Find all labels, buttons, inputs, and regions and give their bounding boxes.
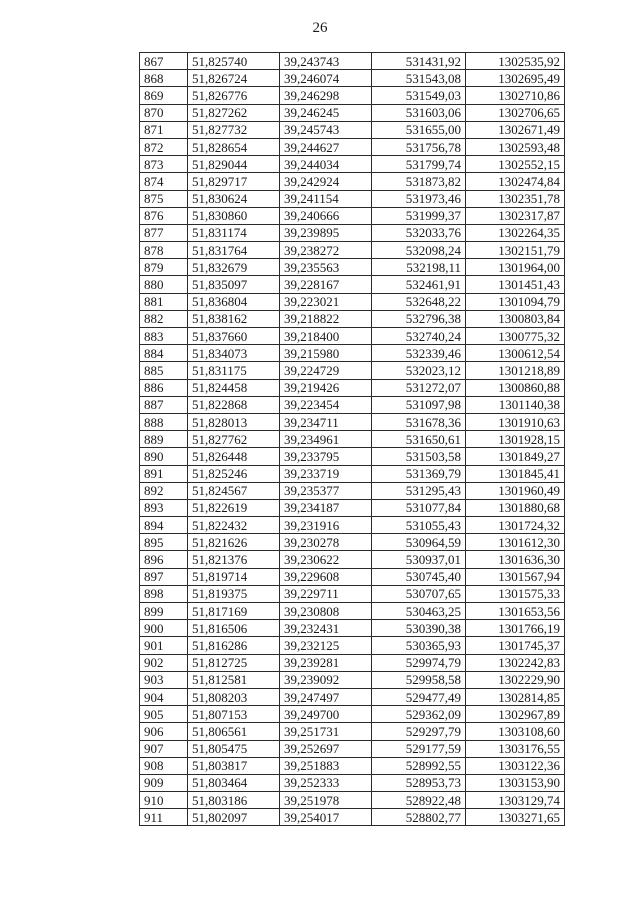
table-row — [140, 568, 565, 585]
y-coordinate-cell: 1302695,49 — [466, 70, 565, 87]
y-coordinate-cell: 1301766,19 — [466, 620, 565, 637]
x-coordinate-cell: 530463,25 — [372, 603, 466, 620]
latitude-cell: 51,836804 — [188, 293, 280, 310]
longitude-cell: 39,239895 — [280, 224, 372, 241]
latitude-cell: 51,822619 — [188, 499, 280, 516]
x-coordinate-cell: 529974,79 — [372, 654, 466, 671]
x-coordinate-cell: 532023,12 — [372, 362, 466, 379]
y-coordinate-cell: 1300860,88 — [466, 379, 565, 396]
longitude-cell: 39,233719 — [280, 465, 372, 482]
point-number-cell: 882 — [140, 310, 188, 327]
point-number-cell: 892 — [140, 482, 188, 499]
latitude-cell: 51,824458 — [188, 379, 280, 396]
point-number-cell: 901 — [140, 637, 188, 654]
point-number-cell: 883 — [140, 328, 188, 345]
x-coordinate-cell: 528802,77 — [372, 809, 466, 826]
y-coordinate-cell: 1302264,35 — [466, 224, 565, 241]
table-row — [140, 431, 565, 448]
longitude-cell: 39,241154 — [280, 190, 372, 207]
y-coordinate-cell: 1302317,87 — [466, 207, 565, 224]
table-row — [140, 671, 565, 688]
point-number-cell: 877 — [140, 224, 188, 241]
latitude-cell: 51,830624 — [188, 190, 280, 207]
point-number-cell: 870 — [140, 104, 188, 121]
y-coordinate-cell: 1301094,79 — [466, 293, 565, 310]
point-number-cell: 885 — [140, 362, 188, 379]
point-number-cell: 906 — [140, 723, 188, 740]
longitude-cell: 39,239092 — [280, 671, 372, 688]
table-row — [140, 723, 565, 740]
point-number-cell: 898 — [140, 585, 188, 602]
table-row — [140, 310, 565, 327]
longitude-cell: 39,229608 — [280, 568, 372, 585]
longitude-cell: 39,233795 — [280, 448, 372, 465]
point-number-cell: 896 — [140, 551, 188, 568]
x-coordinate-cell: 529297,79 — [372, 723, 466, 740]
table-row — [140, 413, 565, 430]
longitude-cell: 39,243743 — [280, 53, 372, 70]
y-coordinate-cell: 1302593,48 — [466, 138, 565, 155]
x-coordinate-cell: 531503,58 — [372, 448, 466, 465]
longitude-cell: 39,215980 — [280, 345, 372, 362]
x-coordinate-cell: 531077,84 — [372, 499, 466, 516]
point-number-cell: 876 — [140, 207, 188, 224]
x-coordinate-cell: 531799,74 — [372, 156, 466, 173]
latitude-cell: 51,831764 — [188, 242, 280, 259]
x-coordinate-cell: 531650,61 — [372, 431, 466, 448]
longitude-cell: 39,230622 — [280, 551, 372, 568]
latitude-cell: 51,837660 — [188, 328, 280, 345]
longitude-cell: 39,251731 — [280, 723, 372, 740]
table-row — [140, 637, 565, 654]
x-coordinate-cell: 531369,79 — [372, 465, 466, 482]
table-row — [140, 345, 565, 362]
point-number-cell: 894 — [140, 517, 188, 534]
x-coordinate-cell: 531295,43 — [372, 482, 466, 499]
table-row — [140, 551, 565, 568]
table-row — [140, 328, 565, 345]
table-row — [140, 465, 565, 482]
table-row — [140, 173, 565, 190]
x-coordinate-cell: 529477,49 — [372, 688, 466, 705]
longitude-cell: 39,245743 — [280, 121, 372, 138]
x-coordinate-cell: 532740,24 — [372, 328, 466, 345]
y-coordinate-cell: 1301880,68 — [466, 499, 565, 516]
latitude-cell: 51,827262 — [188, 104, 280, 121]
longitude-cell: 39,234961 — [280, 431, 372, 448]
table-row — [140, 534, 565, 551]
table-row — [140, 121, 565, 138]
x-coordinate-cell: 531549,03 — [372, 87, 466, 104]
table-row — [140, 70, 565, 87]
longitude-cell: 39,234187 — [280, 499, 372, 516]
x-coordinate-cell: 531678,36 — [372, 413, 466, 430]
latitude-cell: 51,816286 — [188, 637, 280, 654]
table-row — [140, 482, 565, 499]
longitude-cell: 39,223454 — [280, 396, 372, 413]
x-coordinate-cell: 530745,40 — [372, 568, 466, 585]
y-coordinate-cell: 1303271,65 — [466, 809, 565, 826]
table-row — [140, 138, 565, 155]
y-coordinate-cell: 1301451,43 — [466, 276, 565, 293]
table-row — [140, 87, 565, 104]
longitude-cell: 39,230808 — [280, 603, 372, 620]
table-row — [140, 293, 565, 310]
latitude-cell: 51,831175 — [188, 362, 280, 379]
x-coordinate-cell: 532198,11 — [372, 259, 466, 276]
longitude-cell: 39,244034 — [280, 156, 372, 173]
longitude-cell: 39,219426 — [280, 379, 372, 396]
latitude-cell: 51,826724 — [188, 70, 280, 87]
y-coordinate-cell: 1302351,78 — [466, 190, 565, 207]
point-number-cell: 902 — [140, 654, 188, 671]
latitude-cell: 51,828654 — [188, 138, 280, 155]
point-number-cell: 911 — [140, 809, 188, 826]
latitude-cell: 51,835097 — [188, 276, 280, 293]
x-coordinate-cell: 532339,46 — [372, 345, 466, 362]
x-coordinate-cell: 531097,98 — [372, 396, 466, 413]
longitude-cell: 39,246245 — [280, 104, 372, 121]
longitude-cell: 39,252333 — [280, 774, 372, 791]
latitude-cell: 51,802097 — [188, 809, 280, 826]
latitude-cell: 51,819375 — [188, 585, 280, 602]
y-coordinate-cell: 1302474,84 — [466, 173, 565, 190]
x-coordinate-cell: 530390,38 — [372, 620, 466, 637]
table-row — [140, 242, 565, 259]
page-number: 26 — [312, 20, 328, 36]
table-row — [140, 774, 565, 791]
latitude-cell: 51,821626 — [188, 534, 280, 551]
latitude-cell: 51,812725 — [188, 654, 280, 671]
latitude-cell: 51,803464 — [188, 774, 280, 791]
x-coordinate-cell: 529177,59 — [372, 740, 466, 757]
table-row — [140, 224, 565, 241]
y-coordinate-cell: 1301653,56 — [466, 603, 565, 620]
x-coordinate-cell: 531603,06 — [372, 104, 466, 121]
longitude-cell: 39,232431 — [280, 620, 372, 637]
point-number-cell: 908 — [140, 757, 188, 774]
longitude-cell: 39,235377 — [280, 482, 372, 499]
longitude-cell: 39,251883 — [280, 757, 372, 774]
table-row — [140, 53, 565, 70]
point-number-cell: 875 — [140, 190, 188, 207]
y-coordinate-cell: 1301964,00 — [466, 259, 565, 276]
y-coordinate-cell: 1303108,60 — [466, 723, 565, 740]
y-coordinate-cell: 1302710,86 — [466, 87, 565, 104]
x-coordinate-cell: 528992,55 — [372, 757, 466, 774]
x-coordinate-cell: 532098,24 — [372, 242, 466, 259]
latitude-cell: 51,829717 — [188, 173, 280, 190]
y-coordinate-cell: 1301910,63 — [466, 413, 565, 430]
y-coordinate-cell: 1302151,79 — [466, 242, 565, 259]
y-coordinate-cell: 1300803,84 — [466, 310, 565, 327]
point-number-cell: 878 — [140, 242, 188, 259]
x-coordinate-cell: 532796,38 — [372, 310, 466, 327]
longitude-cell: 39,234711 — [280, 413, 372, 430]
longitude-cell: 39,246074 — [280, 70, 372, 87]
x-coordinate-cell: 531873,82 — [372, 173, 466, 190]
x-coordinate-cell: 532648,22 — [372, 293, 466, 310]
y-coordinate-cell: 1302229,90 — [466, 671, 565, 688]
latitude-cell: 51,803186 — [188, 792, 280, 809]
longitude-cell: 39,240666 — [280, 207, 372, 224]
latitude-cell: 51,829044 — [188, 156, 280, 173]
table-row — [140, 104, 565, 121]
table-row — [140, 740, 565, 757]
x-coordinate-cell: 531272,07 — [372, 379, 466, 396]
latitude-cell: 51,831174 — [188, 224, 280, 241]
longitude-cell: 39,231916 — [280, 517, 372, 534]
latitude-cell: 51,806561 — [188, 723, 280, 740]
latitude-cell: 51,821376 — [188, 551, 280, 568]
table-row — [140, 396, 565, 413]
coordinates-table — [139, 52, 565, 826]
longitude-cell: 39,254017 — [280, 809, 372, 826]
latitude-cell: 51,838162 — [188, 310, 280, 327]
table-row — [140, 362, 565, 379]
point-number-cell: 880 — [140, 276, 188, 293]
point-number-cell: 886 — [140, 379, 188, 396]
longitude-cell: 39,252697 — [280, 740, 372, 757]
longitude-cell: 39,244627 — [280, 138, 372, 155]
table-row — [140, 276, 565, 293]
x-coordinate-cell: 531431,92 — [372, 53, 466, 70]
table-row — [140, 379, 565, 396]
latitude-cell: 51,827732 — [188, 121, 280, 138]
point-number-cell: 904 — [140, 688, 188, 705]
longitude-cell: 39,246298 — [280, 87, 372, 104]
longitude-cell: 39,230278 — [280, 534, 372, 551]
point-number-cell: 891 — [140, 465, 188, 482]
point-number-cell: 869 — [140, 87, 188, 104]
longitude-cell: 39,228167 — [280, 276, 372, 293]
point-number-cell: 872 — [140, 138, 188, 155]
point-number-cell: 909 — [140, 774, 188, 791]
longitude-cell: 39,218400 — [280, 328, 372, 345]
y-coordinate-cell: 1302535,92 — [466, 53, 565, 70]
y-coordinate-cell: 1303153,90 — [466, 774, 565, 791]
latitude-cell: 51,825740 — [188, 53, 280, 70]
y-coordinate-cell: 1301612,30 — [466, 534, 565, 551]
latitude-cell: 51,828013 — [188, 413, 280, 430]
table-row — [140, 603, 565, 620]
point-number-cell: 907 — [140, 740, 188, 757]
latitude-cell: 51,822432 — [188, 517, 280, 534]
latitude-cell: 51,812581 — [188, 671, 280, 688]
y-coordinate-cell: 1301575,33 — [466, 585, 565, 602]
y-coordinate-cell: 1302242,83 — [466, 654, 565, 671]
latitude-cell: 51,826776 — [188, 87, 280, 104]
y-coordinate-cell: 1301140,38 — [466, 396, 565, 413]
table-row — [140, 585, 565, 602]
longitude-cell: 39,223021 — [280, 293, 372, 310]
longitude-cell: 39,239281 — [280, 654, 372, 671]
y-coordinate-cell: 1300612,54 — [466, 345, 565, 362]
longitude-cell: 39,218822 — [280, 310, 372, 327]
x-coordinate-cell: 530365,93 — [372, 637, 466, 654]
latitude-cell: 51,826448 — [188, 448, 280, 465]
point-number-cell: 897 — [140, 568, 188, 585]
latitude-cell: 51,832679 — [188, 259, 280, 276]
point-number-cell: 910 — [140, 792, 188, 809]
longitude-cell: 39,232125 — [280, 637, 372, 654]
x-coordinate-cell: 532033,76 — [372, 224, 466, 241]
y-coordinate-cell: 1301218,89 — [466, 362, 565, 379]
table-row — [140, 190, 565, 207]
longitude-cell: 39,224729 — [280, 362, 372, 379]
y-coordinate-cell: 1302706,65 — [466, 104, 565, 121]
longitude-cell: 39,235563 — [280, 259, 372, 276]
y-coordinate-cell: 1301849,27 — [466, 448, 565, 465]
table-row — [140, 499, 565, 516]
y-coordinate-cell: 1300775,32 — [466, 328, 565, 345]
x-coordinate-cell: 528922,48 — [372, 792, 466, 809]
point-number-cell: 905 — [140, 706, 188, 723]
point-number-cell: 895 — [140, 534, 188, 551]
latitude-cell: 51,822868 — [188, 396, 280, 413]
table-row — [140, 156, 565, 173]
latitude-cell: 51,824567 — [188, 482, 280, 499]
table-row — [140, 792, 565, 809]
table-row — [140, 448, 565, 465]
x-coordinate-cell: 529362,09 — [372, 706, 466, 723]
table-row — [140, 688, 565, 705]
point-number-cell: 887 — [140, 396, 188, 413]
y-coordinate-cell: 1302967,89 — [466, 706, 565, 723]
latitude-cell: 51,803817 — [188, 757, 280, 774]
y-coordinate-cell: 1302552,15 — [466, 156, 565, 173]
point-number-cell: 900 — [140, 620, 188, 637]
y-coordinate-cell: 1303129,74 — [466, 792, 565, 809]
longitude-cell: 39,229711 — [280, 585, 372, 602]
x-coordinate-cell: 529958,58 — [372, 671, 466, 688]
table-row — [140, 654, 565, 671]
latitude-cell: 51,834073 — [188, 345, 280, 362]
longitude-cell: 39,249700 — [280, 706, 372, 723]
table-row — [140, 259, 565, 276]
latitude-cell: 51,808203 — [188, 688, 280, 705]
point-number-cell: 903 — [140, 671, 188, 688]
x-coordinate-cell: 531055,43 — [372, 517, 466, 534]
x-coordinate-cell: 531543,08 — [372, 70, 466, 87]
point-number-cell: 899 — [140, 603, 188, 620]
coordinates-table-body — [140, 53, 565, 826]
y-coordinate-cell: 1301724,32 — [466, 517, 565, 534]
x-coordinate-cell: 531756,78 — [372, 138, 466, 155]
y-coordinate-cell: 1302814,85 — [466, 688, 565, 705]
point-number-cell: 890 — [140, 448, 188, 465]
x-coordinate-cell: 530964,59 — [372, 534, 466, 551]
x-coordinate-cell: 531973,46 — [372, 190, 466, 207]
y-coordinate-cell: 1302671,49 — [466, 121, 565, 138]
x-coordinate-cell: 530707,65 — [372, 585, 466, 602]
y-coordinate-cell: 1301960,49 — [466, 482, 565, 499]
x-coordinate-cell: 531655,00 — [372, 121, 466, 138]
table-row — [140, 706, 565, 723]
point-number-cell: 868 — [140, 70, 188, 87]
latitude-cell: 51,816506 — [188, 620, 280, 637]
x-coordinate-cell: 531999,37 — [372, 207, 466, 224]
point-number-cell: 889 — [140, 431, 188, 448]
point-number-cell: 874 — [140, 173, 188, 190]
longitude-cell: 39,242924 — [280, 173, 372, 190]
longitude-cell: 39,247497 — [280, 688, 372, 705]
y-coordinate-cell: 1303122,36 — [466, 757, 565, 774]
longitude-cell: 39,251978 — [280, 792, 372, 809]
table-row — [140, 809, 565, 826]
point-number-cell: 873 — [140, 156, 188, 173]
x-coordinate-cell: 528953,73 — [372, 774, 466, 791]
latitude-cell: 51,830860 — [188, 207, 280, 224]
latitude-cell: 51,817169 — [188, 603, 280, 620]
point-number-cell: 871 — [140, 121, 188, 138]
point-number-cell: 893 — [140, 499, 188, 516]
point-number-cell: 888 — [140, 413, 188, 430]
latitude-cell: 51,807153 — [188, 706, 280, 723]
table-row — [140, 207, 565, 224]
point-number-cell: 867 — [140, 53, 188, 70]
point-number-cell: 884 — [140, 345, 188, 362]
latitude-cell: 51,825246 — [188, 465, 280, 482]
latitude-cell: 51,805475 — [188, 740, 280, 757]
point-number-cell: 881 — [140, 293, 188, 310]
y-coordinate-cell: 1301928,15 — [466, 431, 565, 448]
y-coordinate-cell: 1301845,41 — [466, 465, 565, 482]
table-row — [140, 757, 565, 774]
y-coordinate-cell: 1303176,55 — [466, 740, 565, 757]
latitude-cell: 51,819714 — [188, 568, 280, 585]
y-coordinate-cell: 1301567,94 — [466, 568, 565, 585]
latitude-cell: 51,827762 — [188, 431, 280, 448]
y-coordinate-cell: 1301745,37 — [466, 637, 565, 654]
point-number-cell: 879 — [140, 259, 188, 276]
table-row — [140, 620, 565, 637]
x-coordinate-cell: 532461,91 — [372, 276, 466, 293]
longitude-cell: 39,238272 — [280, 242, 372, 259]
table-row — [140, 517, 565, 534]
y-coordinate-cell: 1301636,30 — [466, 551, 565, 568]
x-coordinate-cell: 530937,01 — [372, 551, 466, 568]
